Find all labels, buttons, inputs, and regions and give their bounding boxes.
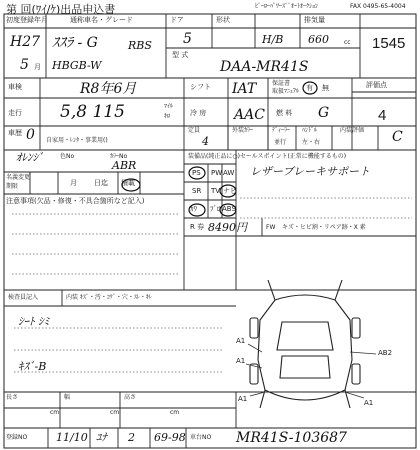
fuel-value: G bbox=[318, 105, 330, 121]
equip-leather: ｶﾜ bbox=[190, 205, 197, 213]
equip-pw: PW bbox=[211, 169, 223, 177]
first-reg-label: 初度登録年月 bbox=[6, 16, 48, 24]
aircon-value: AAC bbox=[234, 107, 265, 123]
inspector-label: 検査員記入 bbox=[8, 294, 39, 301]
recycle-label: R 券 bbox=[190, 223, 205, 231]
car-diagram bbox=[250, 280, 360, 408]
sales-point-label: セールスポイント(正常に機能するもの) bbox=[240, 153, 347, 160]
company-name: ﾋﾞｰﾛｰﾊﾟﾜｰｽﾞﾞｵｰﾄｵｰｸｼｮﾝ bbox=[255, 3, 319, 10]
fax-number: FAX 0495-65-4004 bbox=[350, 3, 406, 10]
height-label: 高さ bbox=[124, 394, 137, 401]
equip-sr: SR bbox=[192, 187, 202, 195]
handle-label: ﾊﾝﾄﾞﾙ bbox=[302, 127, 318, 134]
warranty-label: 保証書 bbox=[272, 80, 291, 87]
import-label: 並行 bbox=[274, 139, 287, 146]
equip-navi: ナビ bbox=[223, 187, 237, 195]
shape-label: 形状 bbox=[216, 16, 230, 24]
form-title: 第 回(ﾜｲ/ｹ)出品申込書 bbox=[6, 3, 116, 16]
rating-value: 4 bbox=[378, 107, 387, 124]
model-label: 型 式 bbox=[172, 51, 189, 59]
doors-value: 5 bbox=[183, 31, 192, 47]
reg-no-1: 11/10 bbox=[56, 431, 88, 444]
caution-label: 注意事項(欠品・修復・不具合箇所など記入) bbox=[6, 197, 145, 205]
displacement-value: 660 bbox=[308, 33, 329, 46]
damage-legend: キズ・ヒビ割・リペア跡・X 素 bbox=[282, 224, 366, 231]
inspector-options: 内装 ｷｽﾞ・汚・ｺｹﾞ・穴・ｽﾚ・ｷﾚ bbox=[66, 294, 152, 301]
reg-no-2: ﾕﾅ bbox=[96, 431, 107, 444]
equip-abs: ABS bbox=[222, 205, 236, 213]
equip-ps: PS bbox=[192, 169, 201, 177]
mileage-label: 走行 bbox=[8, 109, 22, 117]
equip-tv: TV bbox=[211, 187, 221, 195]
color-code: ABR bbox=[112, 159, 137, 172]
note-scratch: ｷｽﾞ-B bbox=[18, 360, 47, 373]
width-label: 幅 bbox=[64, 394, 71, 401]
warranty-yes: 有 bbox=[306, 84, 313, 92]
inspection-value: R8年6月 bbox=[80, 81, 137, 97]
note-seat-stain: ｼｰﾄ ｼﾐ bbox=[18, 315, 49, 328]
lot-number: 1545 bbox=[372, 35, 406, 52]
color-no-label-2: ｶﾗｰNo bbox=[110, 153, 128, 160]
cc-unit: cc bbox=[344, 39, 351, 46]
height-unit: cm bbox=[170, 409, 180, 416]
fuel-label: 燃 料 bbox=[276, 109, 293, 117]
inspection-label: 車検 bbox=[8, 83, 22, 91]
reg-month: 5 bbox=[20, 57, 29, 73]
ext-color-value: ｵﾚﾝｼﾞ bbox=[16, 151, 44, 164]
aircon-label: 冷 房 bbox=[190, 109, 207, 117]
int-rating-label: 内装評価 bbox=[340, 127, 365, 134]
reg-year: H27 bbox=[10, 34, 41, 50]
month-unit: 月 bbox=[34, 63, 41, 71]
shift-label: シフト bbox=[190, 83, 211, 91]
displacement-label: 排気量 bbox=[304, 16, 325, 24]
width-unit: cm bbox=[110, 409, 120, 416]
reg-no-4: 69-98 bbox=[154, 431, 186, 444]
name-grade-label: 通称車名・グレード bbox=[70, 16, 133, 24]
damage-mark-3: A1 bbox=[238, 395, 248, 403]
mile-unit: ﾏｲﾙ bbox=[164, 103, 174, 110]
recycle-value: 8490円 bbox=[208, 221, 247, 234]
manual-label: 取扱ﾏﾆｭｱﾙ bbox=[272, 88, 300, 95]
length-label: 長さ bbox=[6, 394, 19, 401]
fw-label: FW bbox=[266, 224, 276, 231]
capacity-label: 定員 bbox=[188, 127, 201, 134]
history-value: 0 bbox=[26, 127, 35, 143]
length-unit: cm bbox=[50, 409, 60, 416]
damage-mark-2: A1 bbox=[236, 357, 246, 365]
rbs-note: RBS bbox=[128, 39, 152, 52]
km-unit: ｷﾛ bbox=[164, 113, 171, 120]
deadline-month: 月 bbox=[70, 179, 77, 187]
shape-value: H/B bbox=[262, 33, 284, 46]
name-change-label: 名義変更 bbox=[6, 174, 31, 181]
history-options: 自家用・ﾚﾝﾀ・事業用() bbox=[46, 137, 108, 144]
capacity-value: 4 bbox=[202, 135, 209, 148]
grade-code: HBGB-W bbox=[52, 59, 102, 72]
reg-no-label: 登録NO bbox=[6, 434, 28, 441]
model-code: DAA-MR41S bbox=[220, 59, 309, 75]
warranty-no: 無 bbox=[322, 84, 329, 92]
ext-color-label: 外装ｶﾗｰ bbox=[232, 127, 254, 134]
mileage-value: 5,8 115 bbox=[60, 102, 125, 122]
chassis-no: MR41S-103687 bbox=[236, 430, 347, 446]
deadline-day: 日迄 bbox=[94, 179, 108, 187]
lr-label: 左・右 bbox=[302, 139, 321, 146]
damage-mark-4: AB2 bbox=[378, 349, 393, 357]
sales-point-value: レザーブレーキサポート bbox=[250, 165, 371, 178]
equip-bro: ﾌﾞﾛ bbox=[210, 205, 221, 213]
dealer-label: ﾃﾞｨｰﾗｰ bbox=[272, 127, 291, 134]
color-no-label: 色No bbox=[60, 153, 75, 160]
shift-value: IAT bbox=[232, 81, 257, 97]
reg-no-3: 2 bbox=[128, 431, 135, 444]
chassis-no-label: 車台NO bbox=[190, 434, 212, 441]
int-rating-value: C bbox=[392, 129, 403, 145]
name-change-deadline: 期限 bbox=[6, 183, 19, 190]
rating-label: 評価点 bbox=[366, 81, 387, 89]
doors-label: ドア bbox=[170, 16, 184, 24]
history-label: 車歴 bbox=[8, 129, 22, 137]
equipment-label: 装備品(純正品に○) bbox=[188, 153, 240, 160]
damage-mark-1: A1 bbox=[236, 337, 246, 345]
damage-mark-5: A1 bbox=[364, 399, 374, 407]
equip-aw: AW bbox=[223, 169, 235, 177]
car-name: ｽｽﾗ - G bbox=[52, 35, 98, 51]
pickup-label: 積載 bbox=[121, 179, 135, 187]
